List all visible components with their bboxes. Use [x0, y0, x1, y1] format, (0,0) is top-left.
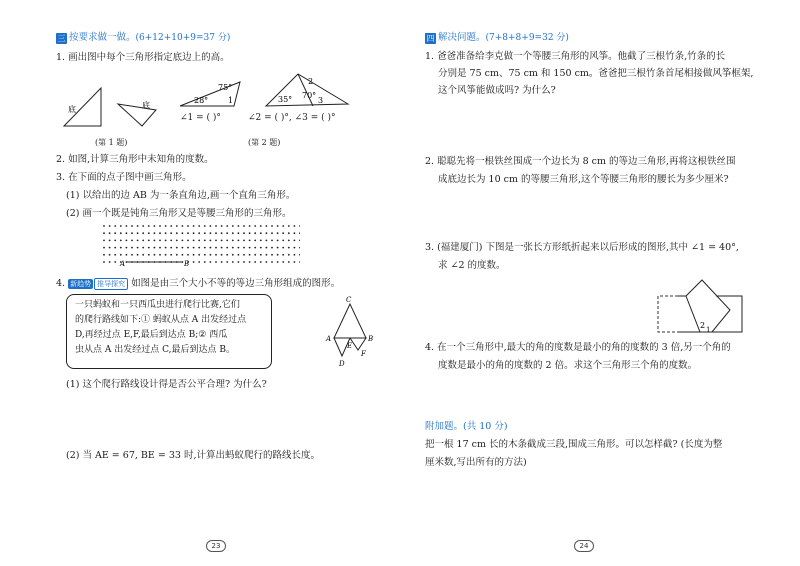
r-question-3-line: 求 ∠2 的度数。	[438, 260, 506, 271]
grid-dot[interactable]	[226, 254, 228, 256]
grid-dot[interactable]	[254, 240, 256, 242]
grid-dot[interactable]	[159, 225, 161, 227]
r-question-4-line: 4. 在一个三角形中,最大的角的度数是最小的角的度数的 3 倍,另一个角的	[425, 342, 731, 353]
grid-dot[interactable]	[271, 240, 273, 242]
grid-dot[interactable]	[232, 261, 234, 263]
grid-dot[interactable]	[114, 225, 116, 227]
point-b-label: B	[184, 260, 190, 268]
grid-dot[interactable]	[215, 261, 217, 263]
grid-dot[interactable]	[238, 247, 240, 249]
grid-dot[interactable]	[215, 232, 217, 234]
large-triangle	[334, 304, 366, 338]
grid-dot[interactable]	[282, 232, 284, 234]
grid-dot[interactable]	[120, 254, 122, 256]
angle-label-2: 2	[308, 77, 314, 86]
grid-dot[interactable]	[120, 225, 122, 227]
grid-dot[interactable]	[266, 225, 268, 227]
grid-dot[interactable]	[182, 247, 184, 249]
grid-dot[interactable]	[299, 261, 300, 263]
folded-flap	[686, 280, 730, 332]
grid-dot[interactable]	[215, 254, 217, 256]
question-4-text: 如图是由三个大小不等的等边三角形组成的图形。	[131, 278, 341, 289]
bonus-line: 把一根 17 cm 长的木条截成三段,围成三角形。可以怎样截? (长度为整	[425, 439, 723, 450]
grid-dot[interactable]	[148, 254, 150, 256]
grid-dot[interactable]	[243, 254, 245, 256]
grid-dot[interactable]	[249, 232, 251, 234]
new-trend-tag: 新趋势	[70, 280, 92, 288]
grid-dot[interactable]	[114, 254, 116, 256]
grid-dot[interactable]	[215, 225, 217, 227]
grid-dot[interactable]	[277, 240, 279, 242]
grid-dot[interactable]	[260, 225, 262, 227]
grid-dot[interactable]	[176, 225, 178, 227]
section-number-icon: 三	[57, 34, 66, 43]
grid-dot[interactable]	[154, 240, 156, 242]
base-label-right: 底	[142, 101, 150, 110]
grid-dot[interactable]	[154, 247, 156, 249]
grid-dot[interactable]	[176, 247, 178, 249]
grid-dot[interactable]	[243, 247, 245, 249]
grid-dot[interactable]	[226, 261, 228, 263]
grid-dot[interactable]	[187, 240, 189, 242]
grid-dot[interactable]	[170, 254, 172, 256]
grid-dot[interactable]	[126, 254, 128, 256]
grid-dot[interactable]	[238, 225, 240, 227]
grid-dot[interactable]	[142, 232, 144, 234]
grid-dot[interactable]	[204, 261, 206, 263]
grid-dot[interactable]	[142, 240, 144, 242]
grid-dot[interactable]	[204, 232, 206, 234]
grid-dot[interactable]	[170, 232, 172, 234]
grid-dot[interactable]	[277, 261, 279, 263]
question-3-2: (2) 画一个既是钝角三角形又是等腰三角形的三角形。	[66, 208, 292, 219]
grid-dot[interactable]	[109, 225, 111, 227]
grid-dot[interactable]	[299, 240, 300, 242]
fold-angle-2: 2	[700, 321, 706, 330]
grid-dot[interactable]	[114, 232, 116, 234]
grid-dot[interactable]	[193, 240, 195, 242]
angle-28: 28°	[194, 96, 209, 105]
grid-dot[interactable]	[182, 240, 184, 242]
grid-dot[interactable]	[193, 254, 195, 256]
grid-dot[interactable]	[221, 225, 223, 227]
grid-dot[interactable]	[254, 247, 256, 249]
grid-dot[interactable]	[165, 254, 167, 256]
grid-dot[interactable]	[182, 232, 184, 234]
r-question-1-line: 1. 爸爸准备给李克做一个等腰三角形的风筝。他截了三根竹条,竹条的长	[425, 51, 726, 62]
grid-dot[interactable]	[221, 261, 223, 263]
grid-dot[interactable]	[277, 225, 279, 227]
grid-dot[interactable]	[114, 261, 116, 263]
grid-dot[interactable]	[154, 232, 156, 234]
grid-dot[interactable]	[288, 232, 290, 234]
grid-dot[interactable]	[288, 240, 290, 242]
grid-dot[interactable]	[187, 254, 189, 256]
grid-dot[interactable]	[288, 254, 290, 256]
grid-dot[interactable]	[210, 225, 212, 227]
grid-dot[interactable]	[221, 254, 223, 256]
grid-dot[interactable]	[137, 240, 139, 242]
question-4-number: 4.	[56, 278, 66, 289]
grid-dot[interactable]	[159, 254, 161, 256]
grid-dot[interactable]	[204, 240, 206, 242]
grid-dot[interactable]	[165, 240, 167, 242]
section-three-header	[56, 31, 230, 45]
grid-dot[interactable]	[226, 225, 228, 227]
angle-75: 75°	[218, 83, 233, 92]
grid-dot[interactable]	[137, 254, 139, 256]
grid-dot[interactable]	[131, 254, 133, 256]
r-question-1-line: 这个风筝能做成吗? 为什么?	[438, 85, 556, 96]
grid-dot[interactable]	[232, 225, 234, 227]
grid-dot[interactable]	[182, 254, 184, 256]
grid-dot[interactable]	[137, 225, 139, 227]
section-score: (7+8+8+9=32 分)	[485, 33, 569, 43]
grid-dot[interactable]	[243, 225, 245, 227]
label-a: A	[326, 335, 332, 343]
grid-dot[interactable]	[232, 247, 234, 249]
grid-dot[interactable]	[221, 232, 223, 234]
grid-dot[interactable]	[187, 232, 189, 234]
triangle-1b	[118, 104, 156, 126]
grid-dot[interactable]	[210, 247, 212, 249]
grid-dot[interactable]	[204, 247, 206, 249]
grid-dot[interactable]	[193, 261, 195, 263]
grid-dot[interactable]	[148, 232, 150, 234]
label-d: D	[339, 360, 345, 368]
grid-dot[interactable]	[288, 247, 290, 249]
grid-dot[interactable]	[266, 254, 268, 256]
grid-dot[interactable]	[148, 225, 150, 227]
grid-dot[interactable]	[215, 240, 217, 242]
grid-dot[interactable]	[148, 247, 150, 249]
grid-dot[interactable]	[221, 240, 223, 242]
grid-dot[interactable]	[131, 232, 133, 234]
grid-dot[interactable]	[159, 240, 161, 242]
grid-dot[interactable]	[243, 261, 245, 263]
race-story-box	[66, 294, 272, 369]
grid-dot[interactable]	[142, 247, 144, 249]
base-label-left: 底	[68, 105, 76, 114]
grid-dot[interactable]	[165, 232, 167, 234]
angle-35: 35°	[278, 95, 293, 104]
grid-dot[interactable]	[131, 225, 133, 227]
grid-dot[interactable]	[126, 225, 128, 227]
grid-dot[interactable]	[288, 225, 290, 227]
grid-dot[interactable]	[238, 261, 240, 263]
grid-dot[interactable]	[277, 254, 279, 256]
dashed-original-edge	[658, 296, 678, 332]
grid-dot[interactable]	[294, 247, 296, 249]
grid-dot[interactable]	[182, 225, 184, 227]
grid-dot[interactable]	[226, 232, 228, 234]
grid-dot[interactable]	[204, 254, 206, 256]
grid-dot[interactable]	[103, 254, 105, 256]
figure-2-triangles	[178, 70, 363, 110]
grid-dot[interactable]	[193, 225, 195, 227]
r-question-4-line: 度数是最小的角的度数的 2 倍。求这个三角形三个角的度数。	[438, 360, 698, 371]
story-line: D,再经过点 E,F,最后到达点 B;② 西瓜	[75, 330, 228, 340]
grid-dot[interactable]	[126, 240, 128, 242]
question-3: 3. 在下面的点子图中画三角形。	[56, 172, 192, 183]
grid-dot[interactable]	[271, 247, 273, 249]
grid-dot[interactable]	[176, 232, 178, 234]
question-4-line	[56, 277, 340, 290]
story-line: 虫从点 A 出发经过点 C,最后到达点 B。	[75, 345, 235, 355]
grid-dot[interactable]	[198, 254, 200, 256]
story-line: 的爬行路线如下:① 蚂蚁从点 A 出发经过点	[75, 315, 247, 325]
label-c: C	[346, 296, 352, 304]
grid-dot[interactable]	[282, 261, 284, 263]
grid-dot[interactable]	[176, 254, 178, 256]
grid-dot[interactable]	[148, 240, 150, 242]
grid-dot[interactable]	[249, 240, 251, 242]
grid-dot[interactable]	[238, 232, 240, 234]
section-four-header	[425, 31, 569, 45]
grid-dot[interactable]	[198, 247, 200, 249]
grid-dot[interactable]	[120, 232, 122, 234]
grid-dot[interactable]	[159, 247, 161, 249]
grid-dot[interactable]	[243, 232, 245, 234]
r-question-3-line: 3. (福建厦门) 下图是一张长方形纸折起来以后形成的图形,其中 ∠1 = 40°,	[425, 242, 739, 253]
bonus-line: 厘米数,写出所有的方法)	[425, 457, 527, 468]
grid-dot[interactable]	[142, 225, 144, 227]
grid-dot[interactable]	[210, 232, 212, 234]
label-b: B	[368, 335, 374, 343]
grid-dot[interactable]	[142, 254, 144, 256]
grid-dot[interactable]	[271, 225, 273, 227]
grid-dot[interactable]	[271, 254, 273, 256]
grid-dot[interactable]	[109, 247, 111, 249]
grid-dot[interactable]	[260, 261, 262, 263]
grid-dot[interactable]	[109, 254, 111, 256]
grid-dot[interactable]	[232, 240, 234, 242]
grid-dot[interactable]	[193, 247, 195, 249]
angle-70: 70°	[302, 91, 317, 100]
r-question-2-line: 成底边长为 10 cm 的等腰三角形,这个等腰三角形的腰长为多少厘米?	[438, 174, 729, 185]
grid-dot[interactable]	[187, 225, 189, 227]
grid-dot[interactable]	[210, 254, 212, 256]
grid-dot[interactable]	[176, 240, 178, 242]
angle-1-answer: ∠1 = ( )°	[180, 113, 221, 123]
grid-dot[interactable]	[249, 225, 251, 227]
question-3-1: (1) 以给出的边 AB 为一条直角边,画一个直角三角形。	[66, 190, 296, 201]
grid-dot[interactable]	[109, 232, 111, 234]
grid-dot[interactable]	[299, 232, 300, 234]
r-question-1-line: 分别是 75 cm、75 cm 和 150 cm。爸爸把三根竹条首尾相接做风筝框架,	[438, 68, 754, 79]
grid-dot[interactable]	[260, 232, 262, 234]
figure-2-caption: (第 2 题)	[248, 138, 281, 147]
grid-dot[interactable]	[198, 225, 200, 227]
grid-dot[interactable]	[232, 232, 234, 234]
grid-dot[interactable]	[282, 254, 284, 256]
grid-dot[interactable]	[165, 247, 167, 249]
grid-dot[interactable]	[254, 225, 256, 227]
grid-dot[interactable]	[232, 254, 234, 256]
grid-dot[interactable]	[299, 254, 300, 256]
fold-angle-1: 1	[706, 326, 711, 334]
grid-dot[interactable]	[243, 240, 245, 242]
grid-dot[interactable]	[170, 240, 172, 242]
section-title: 解决问题。	[438, 32, 486, 43]
grid-dot[interactable]	[131, 240, 133, 242]
section-title: 按要求做一做。	[69, 32, 136, 43]
grid-dot[interactable]	[226, 247, 228, 249]
question-1: 1. 画出图中每个三角形指定底边上的高。	[56, 52, 230, 63]
grid-dot[interactable]	[103, 225, 105, 227]
section-score: (6+12+10+9=37 分)	[135, 33, 231, 43]
grid-dot[interactable]	[154, 254, 156, 256]
bonus-title: 附加题。(共 10 分)	[425, 421, 508, 432]
grid-dot[interactable]	[131, 247, 133, 249]
grid-dot[interactable]	[266, 240, 268, 242]
grid-dot[interactable]	[154, 225, 156, 227]
grid-dot[interactable]	[103, 232, 105, 234]
angle-2-3-answer: ∠2 = ( )°, ∠3 = ( )°	[248, 113, 336, 123]
grid-dot[interactable]	[299, 225, 300, 227]
page-number-left: 23	[206, 540, 226, 552]
figure-1-caption: (第 1 题)	[95, 138, 128, 147]
grid-dot[interactable]	[249, 247, 251, 249]
grid-dot[interactable]	[109, 261, 111, 263]
grid-dot[interactable]	[210, 261, 212, 263]
grid-dot[interactable]	[294, 261, 296, 263]
section-number-icon: 四	[426, 34, 435, 43]
question-4-2: (2) 当 AE = 67, BE = 33 时,计算出蚂蚁爬行的路线长度。	[66, 450, 320, 461]
page-number-right: 24	[574, 540, 594, 552]
grid-dot[interactable]	[221, 247, 223, 249]
grid-dot[interactable]	[120, 240, 122, 242]
grid-dot[interactable]	[254, 254, 256, 256]
grid-dot[interactable]	[260, 247, 262, 249]
equilateral-triangles-figure	[320, 294, 380, 370]
triangle-efb	[350, 338, 366, 350]
label-e: E	[347, 342, 353, 350]
derivation-tag: 推导探究	[94, 278, 128, 290]
grid-dot[interactable]	[294, 240, 296, 242]
question-4-1: (1) 这个爬行路线设计得是否公平合理? 为什么?	[66, 379, 267, 390]
angle-label-1: 1	[228, 96, 234, 105]
grid-dot[interactable]	[126, 232, 128, 234]
r-question-2-line: 2. 聪聪先将一根铁丝围成一个边长为 8 cm 的等边三角形,再将这根铁丝围	[425, 156, 736, 167]
grid-dot[interactable]	[198, 240, 200, 242]
grid-dot[interactable]	[198, 232, 200, 234]
angle-label-3: 3	[318, 96, 324, 105]
grid-dot[interactable]	[103, 247, 105, 249]
grid-dot[interactable]	[198, 261, 200, 263]
grid-dot[interactable]	[137, 247, 139, 249]
grid-dot[interactable]	[294, 225, 296, 227]
grid-dot[interactable]	[126, 247, 128, 249]
grid-dot[interactable]	[282, 247, 284, 249]
dot-grid[interactable]	[100, 222, 300, 270]
grid-dot[interactable]	[260, 240, 262, 242]
grid-dot[interactable]	[266, 261, 268, 263]
grid-dot[interactable]	[103, 240, 105, 242]
grid-dot[interactable]	[193, 232, 195, 234]
grid-dot[interactable]	[210, 240, 212, 242]
grid-dot[interactable]	[187, 247, 189, 249]
grid-dot[interactable]	[114, 247, 116, 249]
grid-dot[interactable]	[109, 240, 111, 242]
figure-1-triangles	[58, 82, 168, 132]
grid-dot[interactable]	[294, 232, 296, 234]
right-page	[400, 0, 800, 566]
grid-dot[interactable]	[204, 225, 206, 227]
grid-dot[interactable]	[120, 247, 122, 249]
grid-dot[interactable]	[226, 240, 228, 242]
grid-dot[interactable]	[238, 240, 240, 242]
grid-dot[interactable]	[277, 247, 279, 249]
grid-dot[interactable]	[170, 225, 172, 227]
grid-dot[interactable]	[254, 261, 256, 263]
grid-dot[interactable]	[260, 254, 262, 256]
grid-dot[interactable]	[271, 232, 273, 234]
grid-dot[interactable]	[238, 254, 240, 256]
grid-dot[interactable]	[249, 261, 251, 263]
grid-dot[interactable]	[103, 261, 105, 263]
grid-dot[interactable]	[170, 247, 172, 249]
grid-dot[interactable]	[266, 232, 268, 234]
label-f: F	[361, 350, 366, 358]
story-line: 一只蚂蚁和一只西瓜虫进行爬行比赛,它们	[75, 300, 240, 310]
grid-dot[interactable]	[282, 240, 284, 242]
grid-dot[interactable]	[294, 254, 296, 256]
grid-dot[interactable]	[277, 232, 279, 234]
grid-dot[interactable]	[159, 232, 161, 234]
grid-dot[interactable]	[165, 225, 167, 227]
folded-paper-figure	[656, 276, 746, 336]
question-2: 2. 如图,计算三角形中未知角的度数。	[56, 154, 214, 165]
grid-dot[interactable]	[249, 254, 251, 256]
grid-dot[interactable]	[299, 247, 300, 249]
point-a-label: A	[120, 260, 126, 268]
grid-dot[interactable]	[215, 247, 217, 249]
grid-dot[interactable]	[271, 261, 273, 263]
grid-dot[interactable]	[282, 225, 284, 227]
grid-dot[interactable]	[137, 232, 139, 234]
grid-dot[interactable]	[254, 232, 256, 234]
grid-dot[interactable]	[114, 240, 116, 242]
grid-dot[interactable]	[266, 247, 268, 249]
grid-dot[interactable]	[288, 261, 290, 263]
